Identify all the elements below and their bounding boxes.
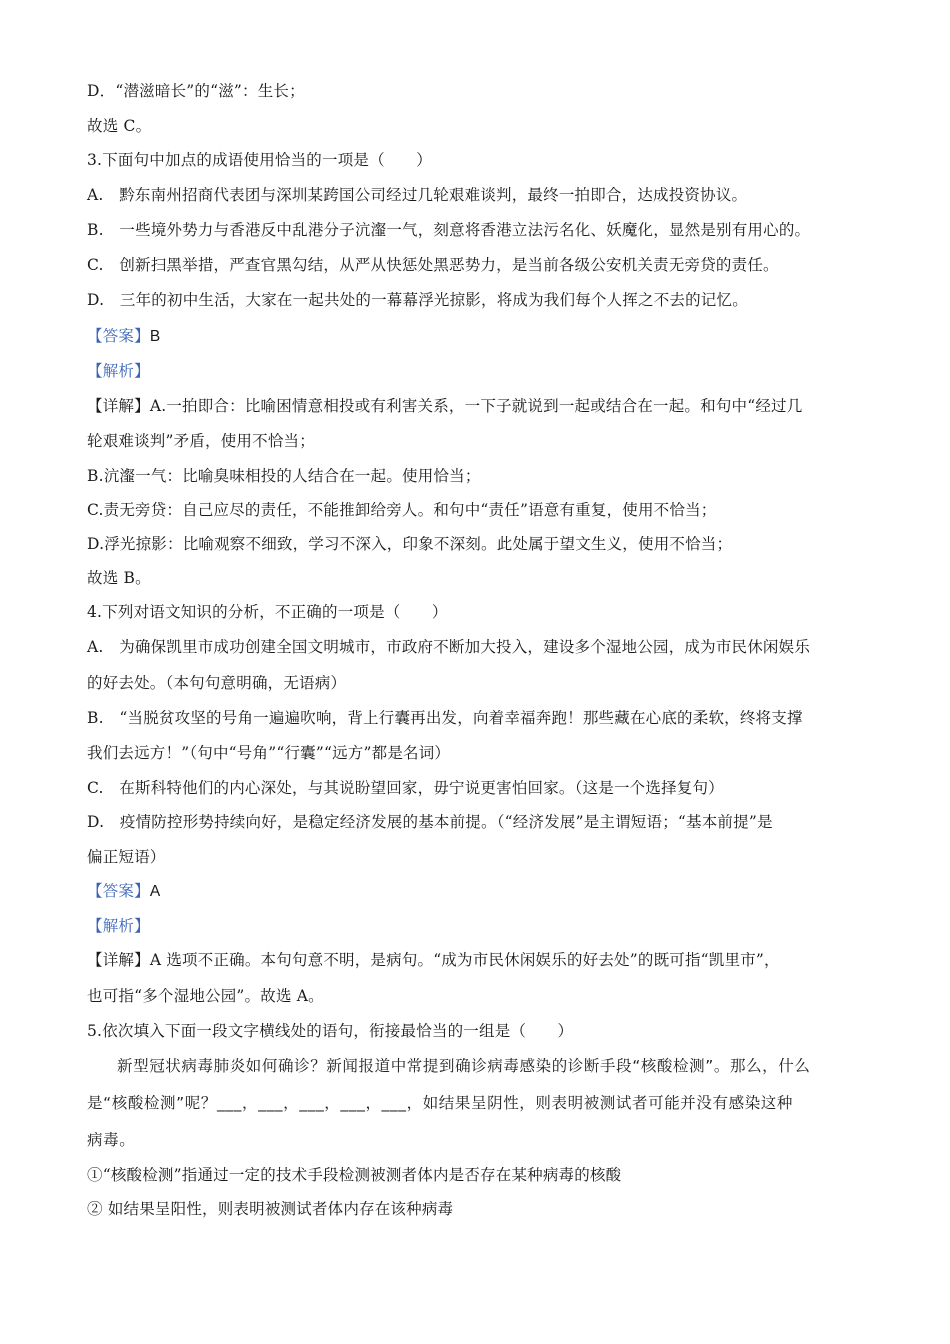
question-4-stem: 4.下列对语文知识的分析，不正确的一项是（ ） (87, 603, 448, 621)
detail-3-line-6: 故选 B。 (87, 569, 151, 587)
detail-4-line-2: 也可指“多个湿地公园”。故选 A。 (87, 987, 324, 1005)
question-3-stem: 3.下面句中加点的成语使用恰当的一项是（ ） (87, 151, 432, 169)
question-4-option-a-2: 的好去处。（本句句意明确，无语病） (87, 674, 347, 692)
detail-3-line-5: D.浮光掠影：比喻观察不细致，学习不深入，印象不深刻。此处属于望文生义，使用不恰当； (87, 535, 733, 553)
passage-line-2: 是“核酸检测”呢？___，___，___，___，___，如结果呈阴性，则表明被测试者可能并没有感染这种 (87, 1094, 794, 1112)
detail-4-line-1 (87, 950, 780, 970)
option-d-line: D．“潜滋暗长”的“滋”：生长； (87, 82, 305, 100)
answer-4 (87, 881, 160, 902)
detail-text: A.一拍即合：比喻困情意相投或有利害关系，一下子就说到一起或结合在一起。和句中“经过几 (149, 397, 803, 415)
question-3-option-c: C. 创新扫黑举措，严查官黑勾结，从严从快惩处黑恶势力，是当前各级公安机关责无旁贷的责任。 (87, 256, 779, 274)
question-4-option-d-2: 偏正短语） (87, 848, 166, 866)
question-4-option-b-1: B. “当脱贫攻坚的号角一遍遍吹响，背上行囊再出发，向着幸福奔跑！那些藏在心底的柔软，终将支撑 (87, 709, 803, 727)
analysis-tag-4: 【解析】 (87, 917, 150, 935)
passage-line-1: 新型冠状病毒肺炎如何确诊？新闻报道中常提到确诊病毒感染的诊断手段“核酸检测”。那么，什么 (117, 1057, 811, 1075)
question-3-option-a: A. 黔东南州招商代表团与深圳某跨国公司经过几轮艰难谈判，最终一拍即合，达成投资协议。 (87, 186, 748, 204)
option-1: ①“核酸检测”指通过一定的技术手段检测被测者体内是否存在某种病毒的核酸 (87, 1166, 622, 1184)
passage-line-3: 病毒。 (87, 1131, 136, 1149)
question-4-option-c: C. 在斯科特他们的内心深处，与其说盼望回家，毋宁说更害怕回家。（这是一个选择复句） (87, 779, 724, 797)
answer-tag: 【答案】 (87, 327, 150, 345)
question-4-option-b-2: 我们去远方！”（句中“号角”“行囊”“远方”都是名词） (87, 744, 451, 762)
detail-tag: 【详解】 (87, 397, 150, 415)
question-3-option-d: D. 三年的初中生活，大家在一起共处的一幕幕浮光掠影，将成为我们每个人挥之不去的记忆。 (87, 291, 748, 309)
detail-3-line-2: 轮艰难谈判”矛盾，使用不恰当； (87, 432, 315, 450)
answer-3 (87, 326, 160, 347)
question-4-option-d-1: D. 疫情防控形势持续向好，是稳定经济发展的基本前提。（“经济发展”是主谓短语；“基本前提”是 (87, 813, 773, 831)
answer-tag: 【答案】 (87, 882, 150, 900)
detail-3-line-1 (87, 396, 802, 416)
analysis-tag-3: 【解析】 (87, 362, 150, 380)
answer-value: A (149, 883, 161, 900)
detail-3-line-3: B.沆瀣一气：比喻臭味相投的人结合在一起。使用恰当； (87, 467, 481, 485)
detail-tag: 【详解】 (87, 951, 150, 969)
detail-3-line-4: C.责无旁贷：自己应尽的责任，不能推卸给旁人。和句中“责任”语意有重复，使用不恰当； (87, 501, 717, 519)
question-3-option-b: B. 一些境外势力与香港反中乱港分子沆瀣一气，刻意将香港立法污名化、妖魔化，显然是别有用心的。 (87, 221, 811, 239)
detail-text: A 选项不正确。本句句意不明，是病句。“成为市民休闲娱乐的好去处”的既可指“凯里市”， (149, 951, 780, 969)
conclusion-line: 故选 C。 (87, 117, 152, 135)
question-5-stem: 5.依次填入下面一段文字横线处的语句，衔接最恰当的一组是（ ） (87, 1022, 574, 1040)
question-4-option-a-1: A. 为确保凯里市成功创建全国文明城市，市政府不断加大投入，建设多个湿地公园，成为市民休闲娱乐 (87, 638, 811, 656)
option-2: ② 如结果呈阳性，则表明被测试者体内存在该种病毒 (87, 1200, 454, 1218)
answer-value: B (149, 328, 161, 345)
